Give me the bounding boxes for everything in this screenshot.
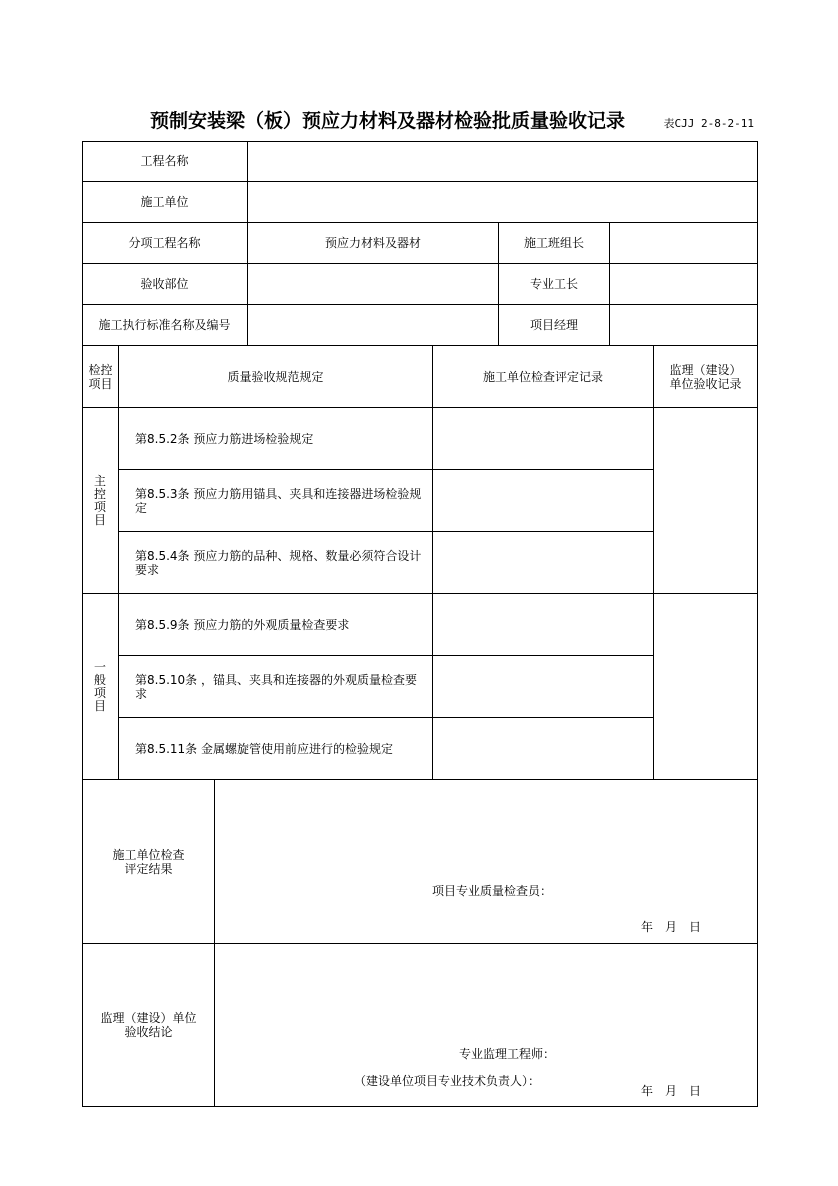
general-items-label	[82, 594, 118, 779]
general-items-label-text: 一般项目	[94, 659, 107, 713]
general-item-row-1: 第8.5.9条 预应力筋的外观质量检查要求	[135, 617, 350, 632]
supervisor-conclusion-date: 年 月 日	[641, 1084, 702, 1098]
standard-label: 施工执行标准名称及编号	[98, 318, 231, 332]
supervising-engineer-signature-label: 专业监理工程师：	[459, 1047, 556, 1061]
contractor-result-date: 年 月 日	[641, 920, 702, 934]
team-leader-field[interactable]	[610, 223, 757, 263]
main-item-record-2[interactable]	[433, 470, 653, 531]
acceptance-part-field[interactable]	[248, 264, 498, 304]
form-code: 表CJJ 2-8-2-11	[663, 117, 754, 130]
supervisor-record-header-line1: 监理（建设）	[669, 362, 742, 377]
foreman-field[interactable]	[610, 264, 757, 304]
general-item-record-1[interactable]	[433, 594, 653, 655]
contractor-result-label-line1: 施工单位检查	[112, 847, 185, 862]
sub-item-value: 预应力材料及器材	[324, 236, 421, 250]
general-item-record-2[interactable]	[433, 656, 653, 717]
general-item-row-2: 第8.5.10条 ，锚具、夹具和连接器的外观质量检查要求	[135, 672, 417, 701]
standard-field[interactable]	[248, 305, 498, 345]
contractor-label: 施工单位	[140, 195, 189, 209]
project-name-label: 工程名称	[140, 154, 189, 168]
quality-inspector-signature-label: 项目专业质量检查员：	[432, 884, 553, 898]
contractor-record-header: 施工单位检查评定记录	[482, 369, 603, 384]
main-item-record-3[interactable]	[433, 532, 653, 593]
supervisor-conclusion-label-line1: 监理（建设）单位	[100, 1011, 197, 1025]
project-name-field[interactable]	[248, 141, 757, 181]
general-item-row-3: 第8.5.11条 金属螺旋管使用前应进行的检验规定	[135, 741, 393, 756]
main-item-record-1[interactable]	[433, 408, 653, 469]
acceptance-form-table	[82, 141, 758, 1107]
team-leader-label: 施工班组长	[523, 236, 584, 250]
main-item-row-1: 第8.5.2条 预应力筋进场检验规定	[135, 431, 314, 446]
owner-representative-signature-label: （建设单位项目专业技术负责人）：	[354, 1074, 541, 1088]
project-manager-field[interactable]	[610, 305, 757, 345]
main-items-label-text: 主控项目	[94, 473, 107, 527]
supervisor-conclusion-label-line2: 验收结论	[124, 1025, 173, 1039]
spec-header: 质量验收规范规定	[227, 369, 324, 384]
contractor-result-label-line2: 评定结果	[124, 861, 173, 876]
general-item-record-3[interactable]	[433, 718, 653, 779]
general-items-supervisor-record[interactable]	[654, 594, 757, 779]
page-title: 预制安装梁（板）预应力材料及器材检验批质量验收记录	[150, 110, 626, 132]
supervisor-record-header-line2: 单位验收记录	[669, 376, 742, 391]
main-item-row-2: 第8.5.3条 预应力筋用锚具、夹具和连接器进场检验规定	[135, 486, 422, 515]
item-type-header: 检控项目	[88, 362, 113, 391]
supervisor-record-header	[654, 346, 757, 407]
main-items-supervisor-record[interactable]	[654, 408, 757, 593]
sub-item-label: 分项工程名称	[128, 236, 201, 250]
project-manager-label: 项目经理	[529, 318, 578, 332]
contractor-field[interactable]	[248, 182, 757, 222]
main-items-label	[82, 408, 118, 593]
acceptance-part-label: 验收部位	[140, 277, 189, 291]
main-item-row-3: 第8.5.4条 预应力筋的品种、规格、数量必须符合设计要求	[135, 548, 422, 577]
form-title-bar	[82, 106, 758, 134]
foreman-label: 专业工长	[529, 277, 578, 291]
supervisor-conclusion-label	[83, 944, 214, 1106]
contractor-result-label	[83, 780, 214, 943]
